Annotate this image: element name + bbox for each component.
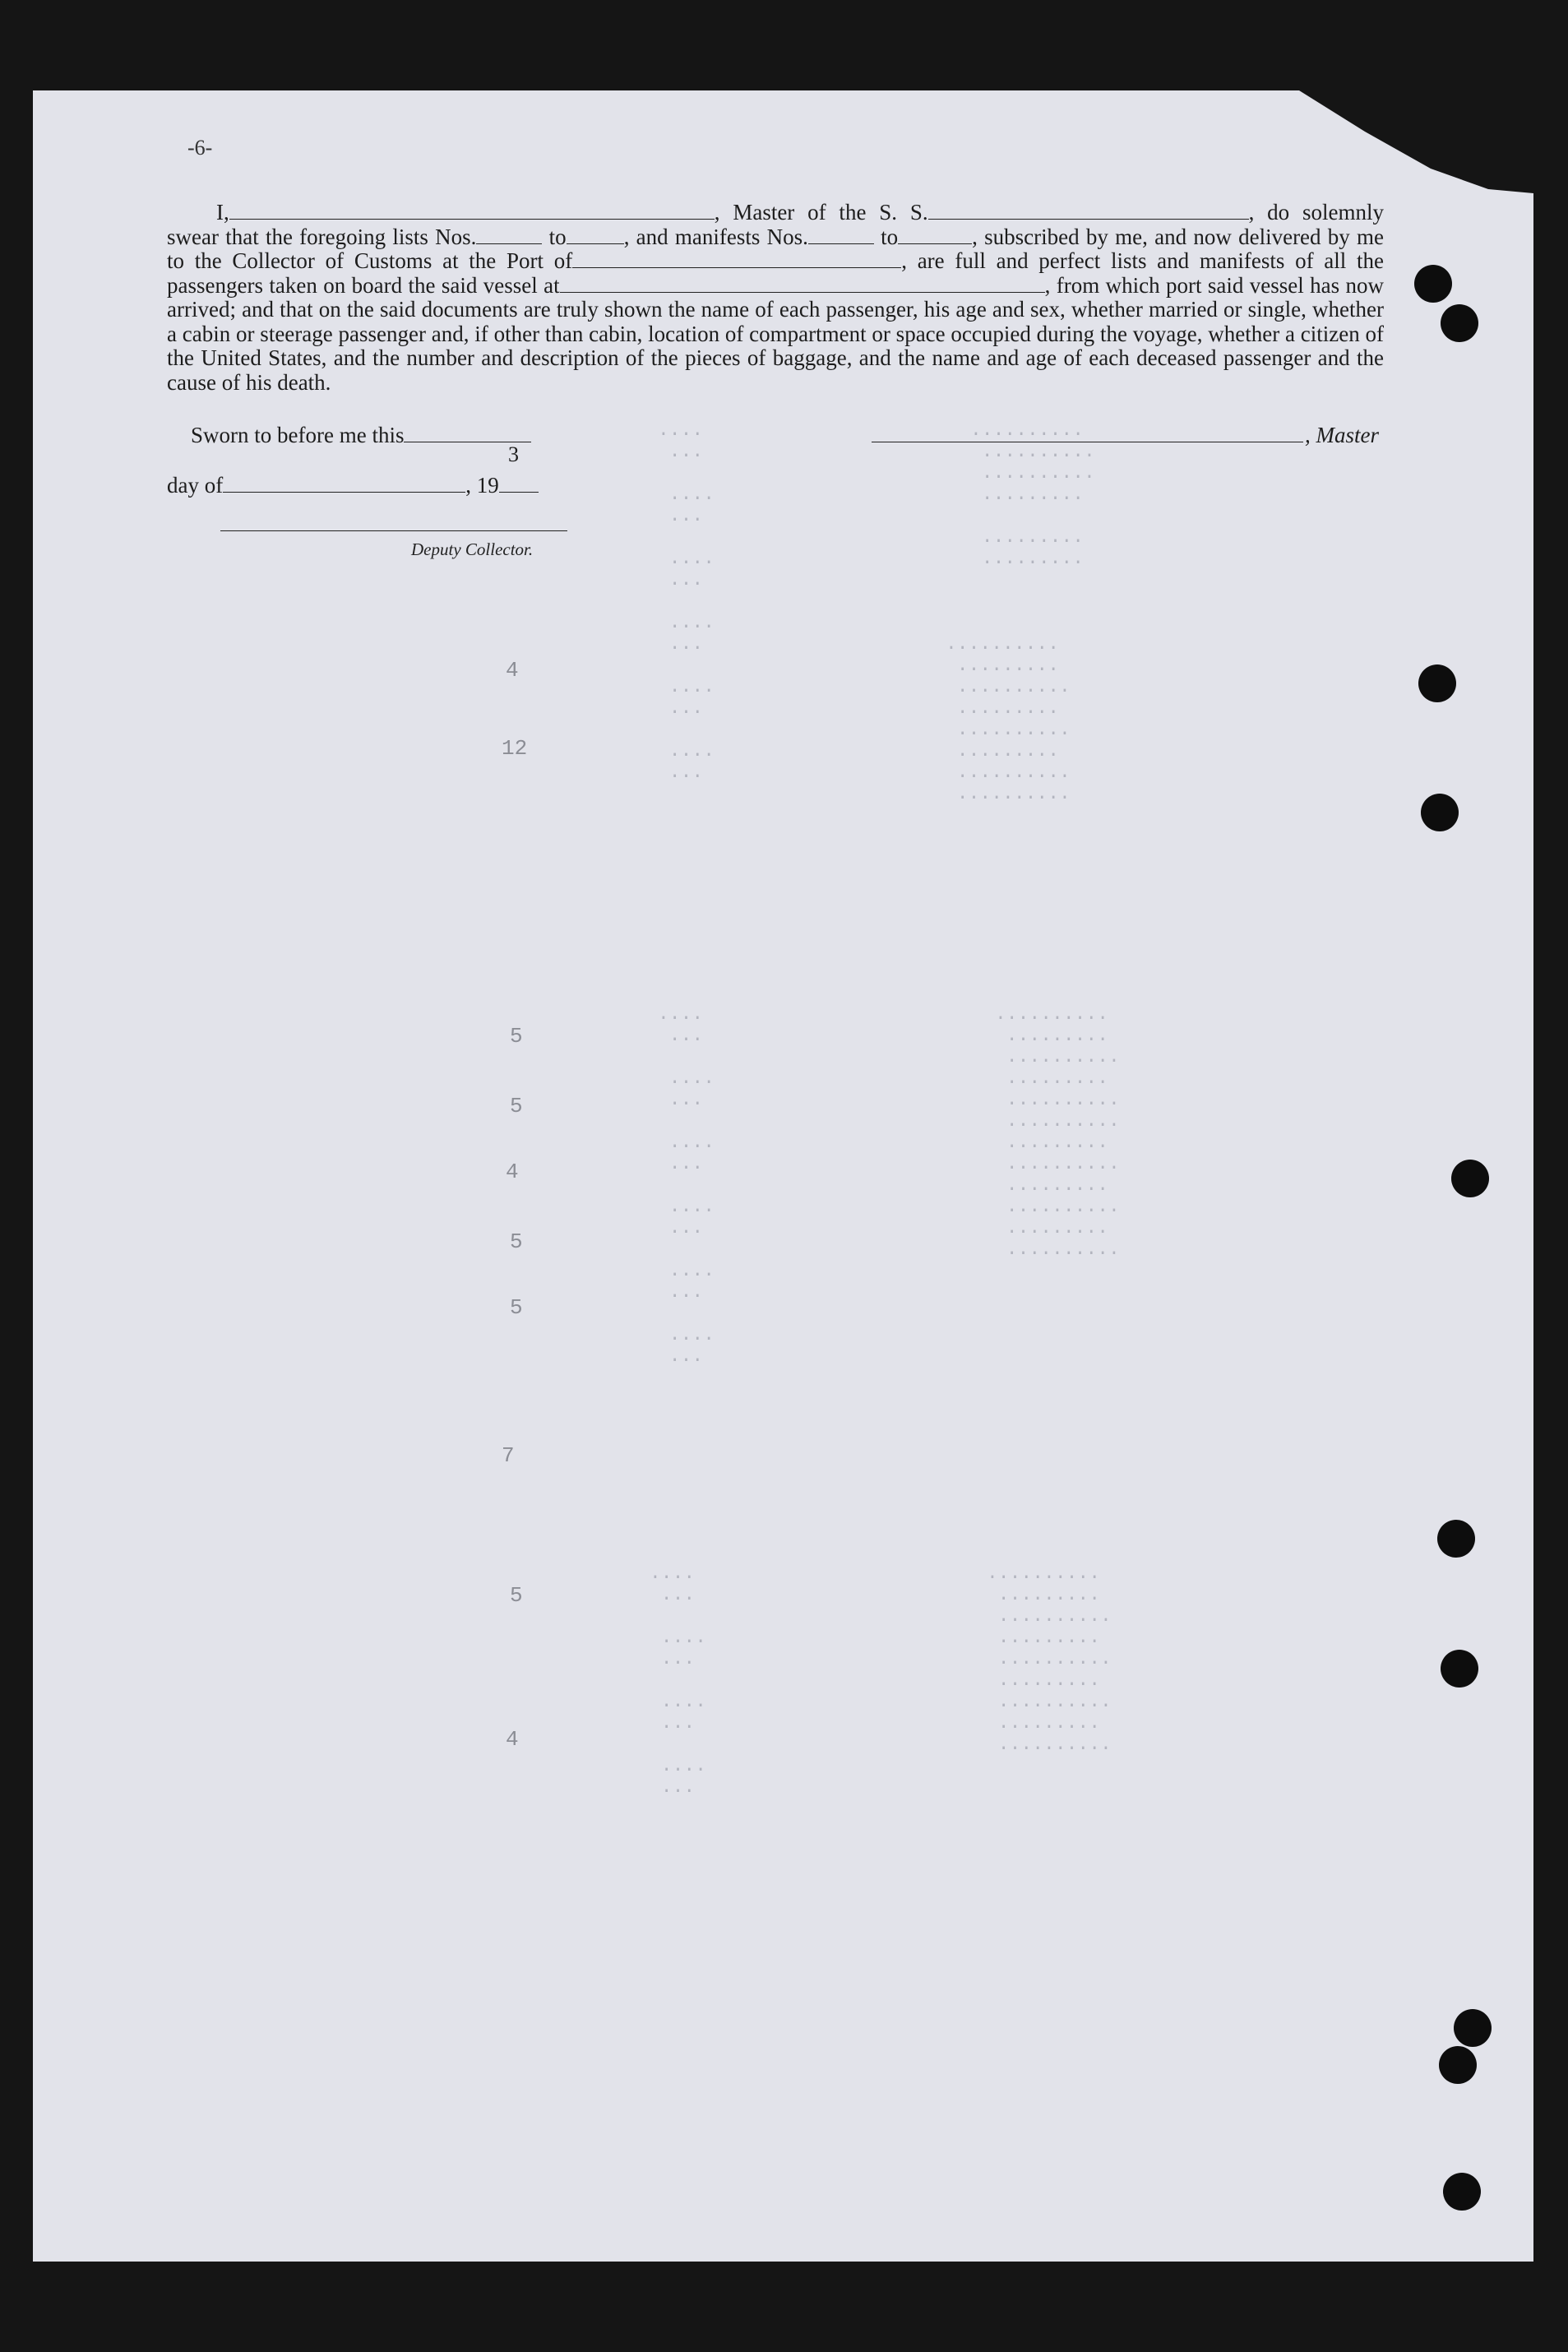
margin-number: 5	[510, 1583, 523, 1608]
binder-hole	[1414, 265, 1452, 303]
port-blank	[572, 249, 901, 268]
manifest-to-blank	[898, 225, 972, 244]
bleed-through-text: .......... ......... .......... ......... .......... .......... ......... .......... ......... .......... ......... ..........	[995, 1003, 1120, 1260]
list-to-blank	[567, 225, 624, 244]
oath-paragraph	[167, 201, 1384, 395]
month-blank	[223, 474, 465, 493]
oath-are-full: , are full and perfect lists and manifests of all the passengers taken on board the said vessel at	[167, 248, 1384, 298]
oath-do-solemnly: , do solemnly	[1248, 200, 1385, 225]
margin-number: 12	[502, 736, 528, 761]
oath-manifests: , and manifests Nos.	[623, 224, 808, 249]
binder-hole	[1454, 2009, 1492, 2047]
list-from-blank	[476, 225, 542, 244]
margin-number: 5	[510, 1024, 523, 1049]
oath-from-which: , from which port said vessel has now arrived; and that on the said documents are truly shown the name of each passenger, his age and sex, whether married or single, whether a cabin or steerage passenger and, if other than cabin, location of compartment or space occupied during the voyage, whether a citizen of the United States, and the number and description of the pieces of baggage, and the name and age of each deceased passenger and the cause of his death.	[167, 272, 1384, 395]
margin-number: 7	[502, 1443, 515, 1468]
embark-port-blank	[560, 274, 1045, 293]
margin-number: 5	[510, 1229, 523, 1254]
bleed-through-numbers: .... ... .... ... .... ... .... ... .... ... .... ...	[658, 1003, 715, 1367]
binder-hole	[1441, 304, 1478, 342]
bleed-through-text: .......... ......... .......... ......... .......... ......... .......... ......... ..........	[987, 1563, 1112, 1755]
deputy-collector-label: Deputy Collector.	[411, 539, 534, 559]
oath-subscribed: , subscribed by me, and now delivered by me to the Collector of Customs at the Port of	[167, 224, 1385, 273]
day-of-row: day of , 19	[167, 473, 539, 498]
margin-number: 5	[510, 1295, 523, 1320]
manifest-page	[33, 90, 1533, 2262]
ship-name-blank	[928, 201, 1249, 220]
oath-swear: swear that the foregoing lists Nos.	[167, 224, 477, 249]
sworn-date-blank	[404, 424, 531, 442]
binder-hole	[1418, 664, 1456, 702]
margin-number: 4	[506, 1727, 519, 1752]
binder-hole	[1421, 794, 1459, 831]
binder-hole	[1443, 2173, 1481, 2211]
year-blank	[499, 474, 539, 493]
bleed-through-numbers: .... ... .... ... .... ... .... ... .... ... .... ...	[658, 419, 715, 783]
bleed-through-numbers: .... ... .... ... .... ... .... ...	[650, 1563, 707, 1798]
binder-hole	[1451, 1160, 1489, 1197]
oath-master-of: , Master of the S. S.	[714, 200, 928, 225]
bleed-through-text: .......... .......... .......... ......... ......... .........	[970, 419, 1095, 569]
oath-i: I,	[216, 200, 229, 225]
sworn-day-value: 3	[508, 442, 519, 466]
oath-to-2: to	[881, 224, 899, 249]
bleed-through-text: .......... ......... .......... ......... .......... ......... .......... ..........	[946, 633, 1071, 804]
master-name-blank	[229, 201, 715, 220]
margin-number: 4	[506, 658, 519, 683]
page-number: -6-	[187, 136, 213, 160]
deputy-signature-line	[220, 530, 567, 531]
manifest-from-blank	[808, 225, 874, 244]
binder-hole	[1441, 1650, 1478, 1688]
binder-hole	[1437, 1520, 1475, 1558]
binder-hole	[1439, 2046, 1477, 2084]
sworn-label: Sworn to before me this	[191, 423, 531, 448]
master-label: , Master	[1305, 423, 1379, 447]
oath-to: to	[548, 224, 567, 249]
margin-number: 5	[510, 1094, 523, 1118]
margin-number: 4	[506, 1160, 519, 1184]
